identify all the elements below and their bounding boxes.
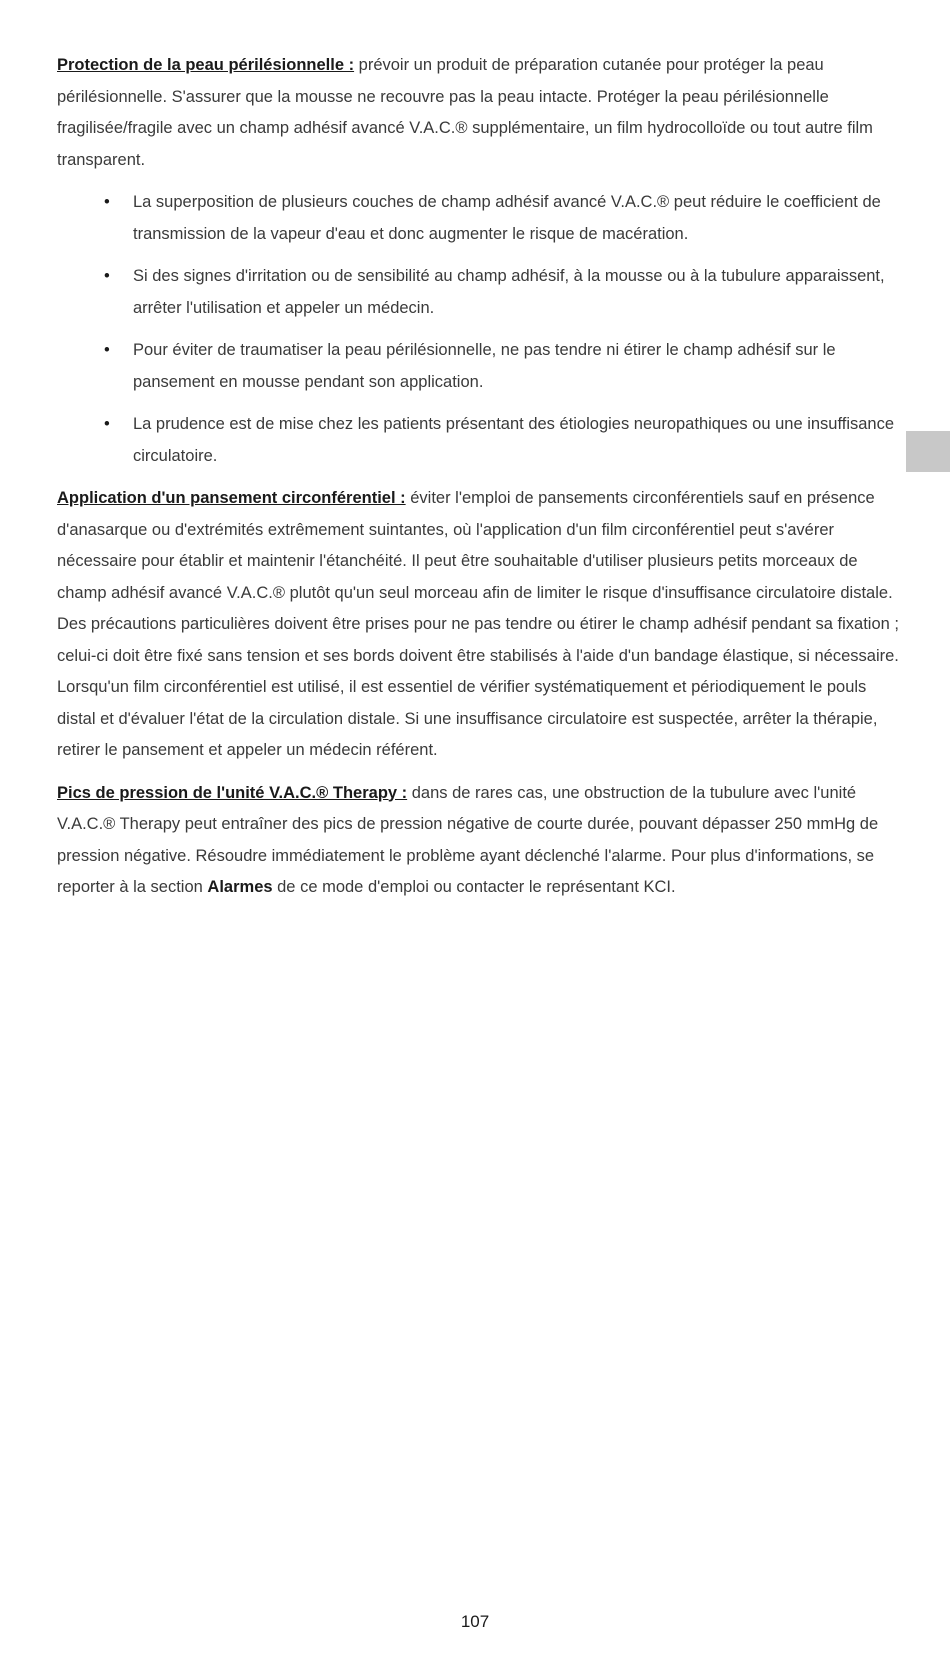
- list-item: • Si des signes d'irritation ou de sensibilité au champ adhésif, à la mousse ou à la tubulure apparaissent, arrêter l'utilisation et appeler un médecin.: [133, 261, 899, 324]
- paragraph-pressure-spikes: [57, 778, 899, 904]
- list-item: • La superposition de plusieurs couches de champ adhésif avancé V.A.C.® peut réduire le coefficient de transmission de la vapeur d'eau et donc augmenter le risque de macération.: [133, 187, 899, 250]
- list-item: • Pour éviter de traumatiser la peau périlésionnelle, ne pas tendre ni étirer le champ adhésif sur le pansement en mousse pendant son application.: [133, 335, 899, 398]
- bullet-list: [57, 187, 899, 472]
- alarms-reference: Alarmes: [207, 878, 273, 896]
- heading-skin-protection: Protection de la peau périlésionnelle :: [57, 56, 355, 74]
- heading-pressure-spikes: Pics de pression de l'unité V.A.C.® Therapy :: [57, 783, 408, 802]
- paragraph-circumferential: [57, 483, 899, 767]
- heading-circumferential: Application d'un pansement circonférentiel :: [57, 489, 406, 507]
- paragraph-text: dans de rares cas, une obstruction de la tubulure avec l'unité V.A.C.® Therapy peut entraîner des pics de pression négative de courte durée, pouvant dépasser 250 mmHg de pression négative. Résoudre immédiatement le problème ayant déclenché l'alarme. Pour plus d'informations, se reporter à la section: [57, 783, 879, 896]
- paragraph-text: éviter l'emploi de pansements circonférentiels sauf en présence d'anasarque ou d'extrémités extrêmement suintantes, où l'application d'un film circonférentiel peut s'avérer nécessaire pour établir et maintenir l'étanchéité. Il peut être souhaitable d'utiliser plusieurs petits morceaux de champ adhésif avancé V.A.C.® plutôt qu'un seul morceau afin de limiter le risque d'insuffisance circulatoire distale. Des précautions particulières doivent être prises pour ne pas tendre ou étirer le champ adhésif pendant sa fixation ; celui-ci doit être fixé sans tension et ses bords doivent être stabilisés à l'aide d'un bandage élastique, si nécessaire. Lorsqu'un film circonférentiel est utilisé, il est essentiel de vérifier systématiquement et périodiquement le pouls distal et d'évaluer l'état de la circulation distale. Si une insuffisance circulatoire est suspectée, arrêter la thérapie, retirer le pansement et appeler un médecin référent.: [57, 489, 899, 759]
- paragraph-text: de ce mode d'emploi ou contacter le représentant KCI.: [272, 878, 676, 896]
- page-number: 107: [460, 1612, 490, 1631]
- document-body: [57, 50, 899, 904]
- section-tab-marker: [906, 431, 950, 472]
- paragraph-skin-protection: [57, 50, 899, 176]
- paragraph-text: prévoir un produit de préparation cutanée pour protéger la peau périlésionnelle. S'assurer que la mousse ne recouvre pas la peau intacte. Protéger la peau périlésionnelle fragilisée/fragile avec un champ adhésif avancé V.A.C.® supplémentaire, un film hydrocolloïde ou tout autre film transparent.: [57, 56, 873, 169]
- list-item: • La prudence est de mise chez les patients présentant des étiologies neuropathiques ou une insuffisance circulatoire.: [133, 409, 899, 472]
